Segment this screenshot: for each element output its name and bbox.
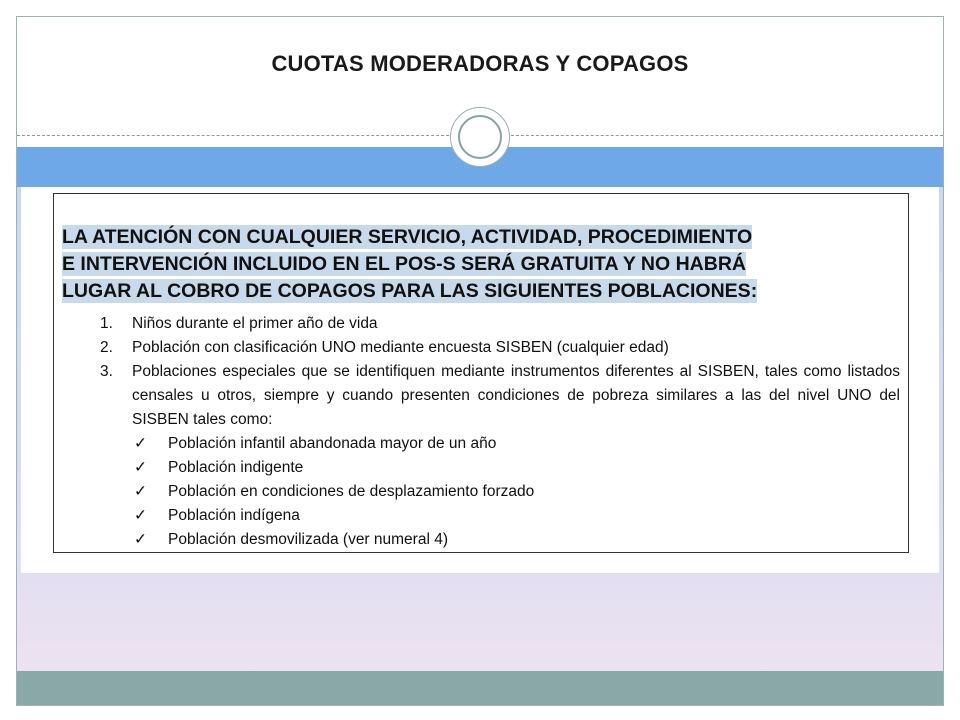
check-item bbox=[62, 528, 900, 552]
list-number: 3. bbox=[100, 363, 113, 380]
check-item bbox=[62, 456, 900, 480]
check-text: Población indígena bbox=[168, 507, 300, 524]
checkmark-icon: ✓ bbox=[134, 531, 147, 548]
list-item bbox=[62, 336, 900, 360]
list-number: 1. bbox=[100, 315, 113, 332]
list-item bbox=[62, 312, 900, 336]
heading-line-2: E INTERVENCIÓN INCLUIDO EN EL POS-S SERÁ GRATUITA Y NO HABRÁ bbox=[62, 253, 747, 275]
population-list bbox=[62, 312, 900, 552]
content-panel bbox=[21, 187, 939, 573]
list-text: Poblaciones especiales que se identifiquen mediante instrumentos diferentes al SISBEN, tales como listados censales u otros, siempre y cuando presenten condiciones de pobreza similares a las del nivel UNO del SISBEN tales como: bbox=[132, 363, 900, 428]
slide-title: CUOTAS MODERADORAS Y COPAGOS bbox=[271, 51, 689, 76]
check-text: Población en condiciones de desplazamiento forzado bbox=[168, 483, 535, 500]
checkmark-icon: ✓ bbox=[134, 507, 147, 524]
list-item bbox=[62, 360, 900, 432]
checkmark-icon: ✓ bbox=[134, 435, 147, 452]
heading-line-3: LUGAR AL COBRO DE COPAGOS PARA LAS SIGUIENTES POBLACIONES: bbox=[62, 280, 758, 302]
check-text: Población infantil abandonada mayor de un año bbox=[168, 435, 497, 452]
slide bbox=[16, 16, 944, 706]
check-item bbox=[62, 432, 900, 456]
check-text: Población desmovilizada (ver numeral 4) bbox=[168, 531, 448, 548]
document-image bbox=[53, 193, 909, 553]
document-heading bbox=[62, 224, 900, 305]
list-text: Niños durante el primer año de vida bbox=[132, 315, 378, 332]
check-item bbox=[62, 504, 900, 528]
decorative-ring-icon bbox=[458, 115, 502, 159]
check-item bbox=[62, 480, 900, 504]
check-text: Población indigente bbox=[168, 459, 304, 476]
checkmark-icon: ✓ bbox=[134, 483, 147, 500]
checkmark-icon: ✓ bbox=[134, 459, 147, 476]
list-text: Población con clasificación UNO mediante encuesta SISBEN (cualquier edad) bbox=[132, 339, 669, 356]
heading-line-1: LA ATENCIÓN CON CUALQUIER SERVICIO, ACTIVIDAD, PROCEDIMIENTO bbox=[62, 226, 753, 248]
list-number: 2. bbox=[100, 339, 113, 356]
footer-bar bbox=[17, 671, 943, 705]
